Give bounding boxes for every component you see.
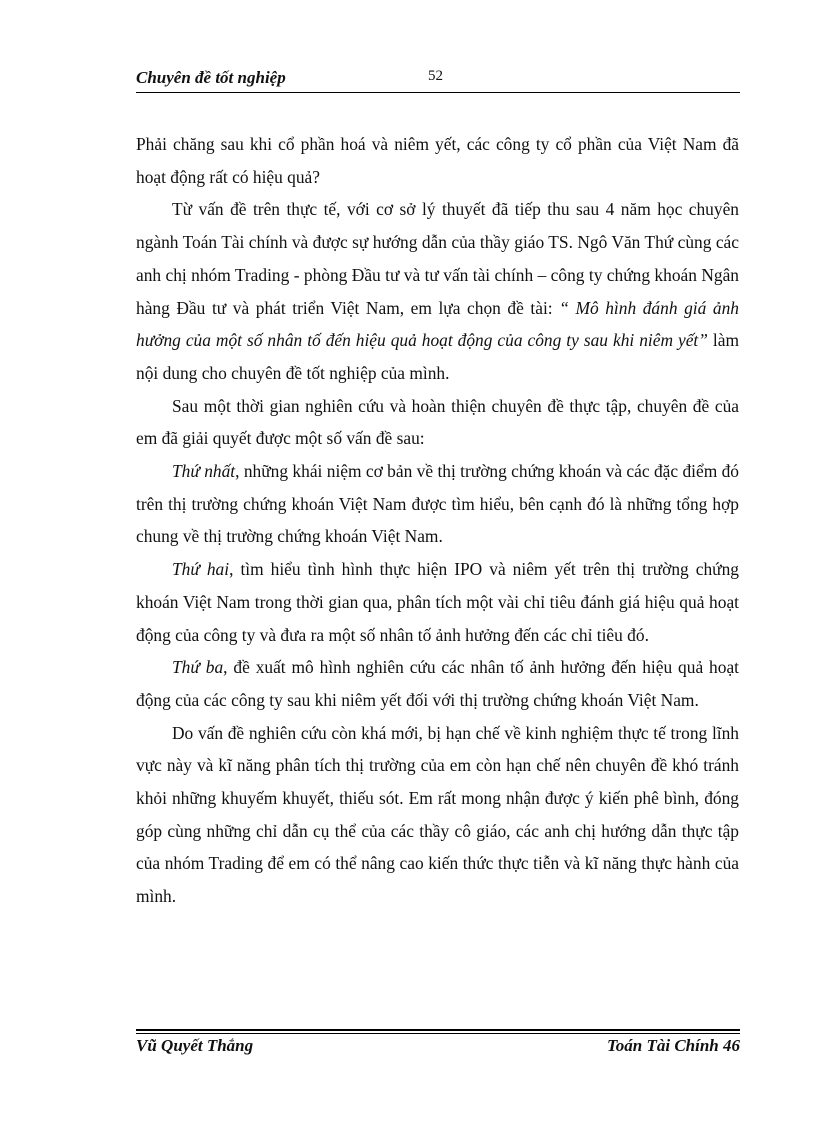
header-divider <box>136 92 740 93</box>
footer-class-name: Toán Tài Chính 46 <box>606 1036 740 1055</box>
paragraph-topic <box>136 193 739 389</box>
topic-tail-text: làm nội dung cho chuyên đề tốt nghiệp của mình. <box>136 330 739 383</box>
topic-title: “ Mô hình đánh giá ảnh hưởng của một số nhân tố đến hiệu quả hoạt động của công ty sau khi niêm yết” <box>136 297 739 351</box>
footer-author: Vũ Quyết Thắng <box>136 1036 254 1055</box>
paragraph-third <box>136 651 739 716</box>
footer-divider-thin <box>136 1033 740 1034</box>
first-lead: Thứ nhất <box>172 461 236 482</box>
topic-lead-text: Từ vấn đề trên thực tế, với cơ sở lý thuyết đã tiếp thu sau 4 năm học chuyên ngành Toán Tài chính và được sự hướng dẫn của thầy giáo TS. Ngô Văn Thứ cùng các anh chị nhóm Trading - phòng Đầu tư và tư vấn tài chính – công ty chứng khoán Ngân hàng Đầu tư và phát triển Việt Nam, em lựa chọn đề tài: <box>136 199 739 318</box>
paragraph-closing: Do vấn đề nghiên cứu còn khá mới, bị hạn chế về kinh nghiệm thực tế trong lĩnh vực này và kĩ năng phân tích thị trường của em còn hạn chế nên chuyên đề khó tránh khỏi những khuyếm khuyết, thiếu sót. Em rất mong nhận được ý kiến phê bình, đóng góp cùng những chỉ dẫn cụ thể của các thầy cô giáo, các anh chị hướng dẫn thực tập của nhóm Trading để em có thể nâng cao kiến thức thực tiễn và kĩ năng thực hành của mình. <box>136 722 739 907</box>
paragraph-first <box>136 455 739 553</box>
body-text <box>136 128 739 913</box>
paragraph-question: Phải chăng sau khi cổ phần hoá và niêm yết, các công ty cổ phần của Việt Nam đã hoạt động rất có hiệu quả? <box>136 134 739 187</box>
second-lead: Thứ hai <box>172 559 230 580</box>
third-text: , đề xuất mô hình nghiên cứu các nhân tố ảnh hưởng đến hiệu quả hoạt động của các công ty sau khi niêm yết đối với thị trường chứng khoán Việt Nam. <box>136 657 739 710</box>
paragraph-second <box>136 553 739 651</box>
second-text: , tìm hiểu tình hình thực hiện IPO và niêm yết trên thị trường chứng khoán Việt Nam trong thời gian qua, phân tích một vài chỉ tiêu đánh giá hiệu quả hoạt động của công ty và đưa ra một số nhân tố ảnh hưởng đến các chỉ tiêu đó. <box>136 559 739 645</box>
page-number: 52 <box>428 68 443 84</box>
first-text: , những khái niệm cơ bản về thị trường chứng khoán và các đặc điểm đó trên thị trường chứng khoán Việt Nam được tìm hiểu, bên cạnh đó là những tổng hợp chung về thị trường chứng khoán Việt Nam. <box>136 461 739 547</box>
footer-divider-thick <box>136 1029 740 1031</box>
header-title: Chuyên đề tốt nghiệp <box>136 68 286 87</box>
paragraph-summary: Sau một thời gian nghiên cứu và hoàn thiện chuyên đề thực tập, chuyên đề của em đã giải quyết được một số vấn đề sau: <box>136 395 739 449</box>
page-header <box>136 66 740 92</box>
third-lead: Thứ ba <box>172 657 224 678</box>
